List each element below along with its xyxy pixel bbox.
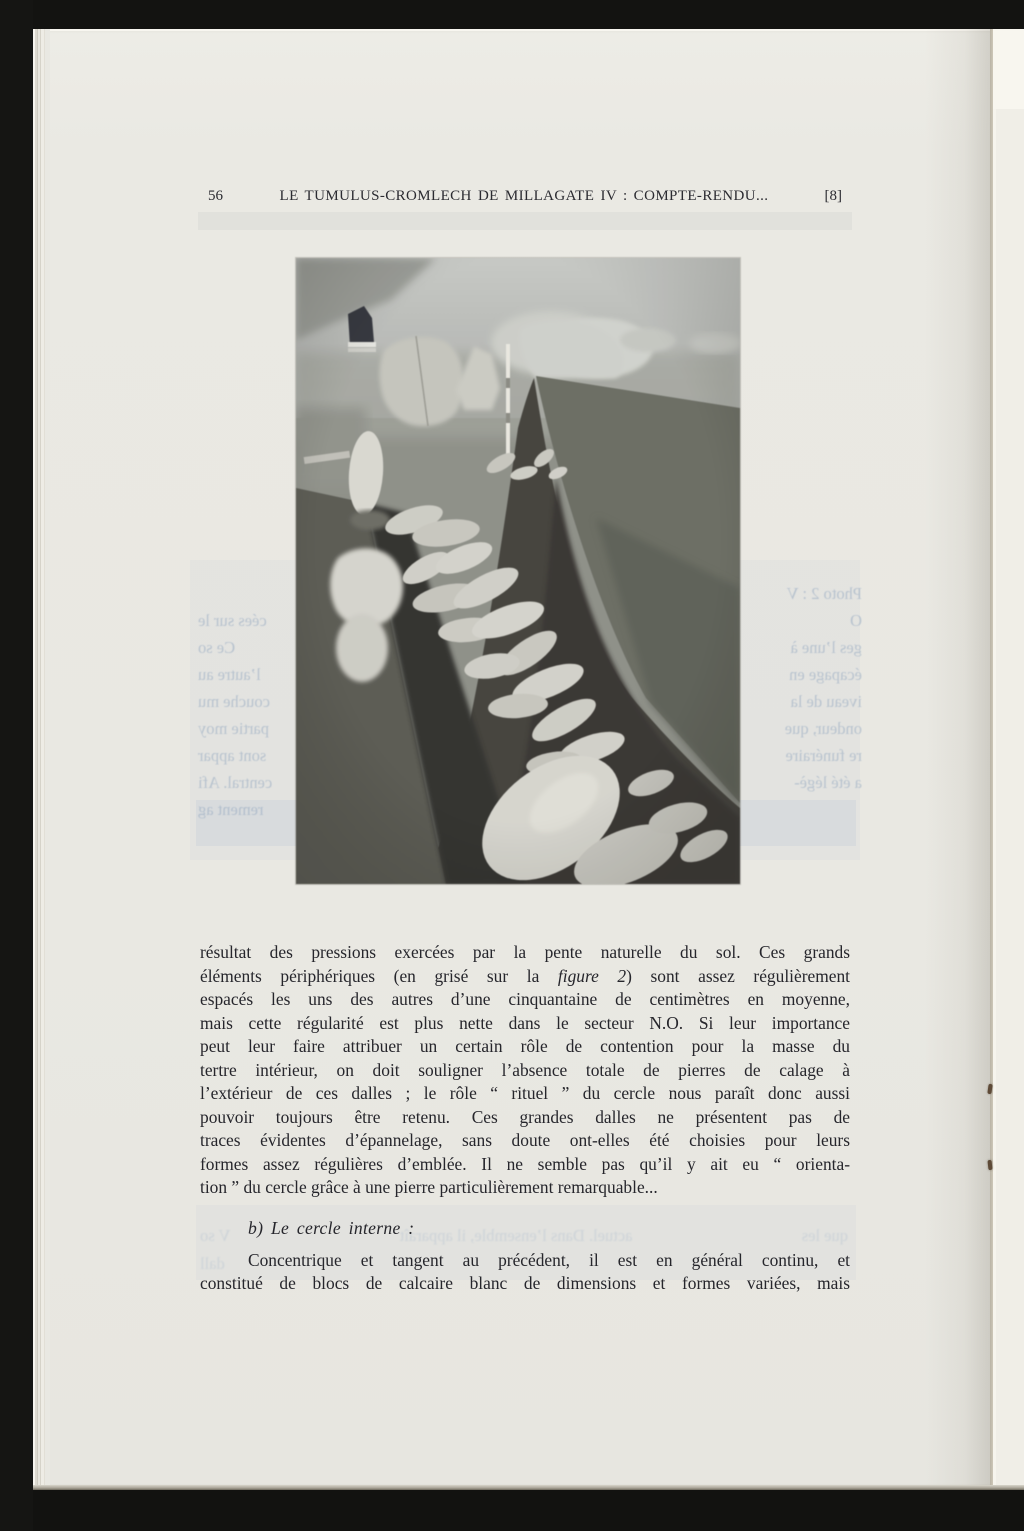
text-line: espacés les uns des autres d’une cinquantaine de centimètres en moyenne, bbox=[200, 989, 850, 1009]
ghost-fragment: Ce so bbox=[198, 638, 236, 657]
ghost-fragment: O bbox=[850, 611, 862, 630]
text-line: pouvoir toujours être retenu. Ces grandes dalles ne présentent pas de bbox=[200, 1106, 850, 1127]
ghost-fragment: écapage en bbox=[789, 665, 862, 684]
ghost-fragment: rement ag bbox=[198, 800, 264, 819]
ghost-fragment: que les bbox=[801, 1226, 848, 1245]
text-fragment: ) sont assez régulièrement bbox=[626, 965, 850, 986]
photo-scene bbox=[296, 258, 740, 884]
paragraph bbox=[200, 1249, 850, 1295]
ghost-fragment: sont appar bbox=[198, 746, 267, 765]
ghost-fragment: V so bbox=[200, 1226, 231, 1245]
facing-page-edge bbox=[993, 29, 1024, 1489]
ghost-fragment: ges l’une à bbox=[790, 638, 862, 657]
text-line: résultat des pressions exercées par la pente naturelle du sol. Ces grands bbox=[200, 942, 850, 962]
ghost-fragment: couche mu bbox=[198, 692, 270, 711]
text-fragment: éléments périphériques (en grisé sur la bbox=[200, 965, 558, 986]
page-edge-stack bbox=[33, 29, 50, 1487]
text-line: mais cette régularité est plus nette dans le secteur N.O. Si leur importance bbox=[200, 1012, 850, 1033]
scan-border-left bbox=[0, 0, 33, 1531]
gutter-crease bbox=[990, 29, 993, 1489]
ghost-fragment: Photo 2 : V bbox=[786, 584, 862, 603]
ghost-fragment: a été légè- bbox=[794, 773, 862, 792]
header-bracket-number: [8] bbox=[824, 188, 842, 204]
figure-reference: figure 2 bbox=[557, 965, 627, 986]
paragraph bbox=[200, 941, 850, 1200]
ghost-fragment: actuel. Dans l’ensemble, il apparaît bbox=[399, 1226, 633, 1245]
scan-border-bottom bbox=[0, 1490, 1024, 1531]
text-line bbox=[200, 965, 850, 989]
ghost-fragment: cées sur le bbox=[198, 611, 267, 630]
ghost-fragment: partie moy bbox=[198, 719, 270, 738]
text-line: traces évidentes d’épannelage, sans doute ont-elles été choisies pour leurs bbox=[200, 1130, 850, 1150]
text-line: peut leur faire attribuer un certain rôle de contention pour la masse du bbox=[200, 1036, 850, 1056]
ghost-fragment: dall bbox=[200, 1254, 225, 1273]
ghost-fragment: re funéraire bbox=[785, 746, 862, 765]
text-line: Concentrique et tangent au précédent, il est en général continu, et bbox=[248, 1250, 850, 1270]
text-line: tertre intérieur, on doit souligner l’absence totale de pierres de calage à bbox=[200, 1059, 850, 1080]
scan-border-top bbox=[0, 0, 1024, 29]
facing-page-highlight bbox=[993, 29, 1024, 109]
photo-vignette bbox=[296, 258, 740, 884]
ghost-fragment: ondeur, que bbox=[784, 719, 862, 738]
section-subheading: b) Le cercle interne : bbox=[248, 1218, 415, 1238]
text-line: constitué de blocs de calcaire blanc de dimensions et formes variées, mais bbox=[200, 1272, 850, 1293]
page-number: 56 bbox=[208, 188, 223, 204]
excavation-photo bbox=[296, 258, 740, 884]
ghost-fragment: l’autre au bbox=[198, 665, 261, 684]
text-line: l’extérieur de ces dalles ; le rôle “ rituel ” du cercle nous paraît donc aussi bbox=[200, 1083, 850, 1103]
text-line: formes assez régulières d’emblée. Il ne semble pas qu’il y ait eu “ orienta- bbox=[200, 1153, 850, 1174]
gutter-shading bbox=[925, 29, 991, 1487]
page-header bbox=[200, 188, 848, 208]
ghost-fragment: central. Afi bbox=[198, 773, 273, 792]
ghost-fragment: iveau de la bbox=[790, 692, 862, 711]
running-title: LE TUMULUS-CROMLECH DE MILLAGATE IV : COMPTE-RENDU... bbox=[279, 188, 769, 204]
text-line: tion ” du cercle grâce à une pierre particulièrement remarquable... bbox=[200, 1177, 658, 1197]
